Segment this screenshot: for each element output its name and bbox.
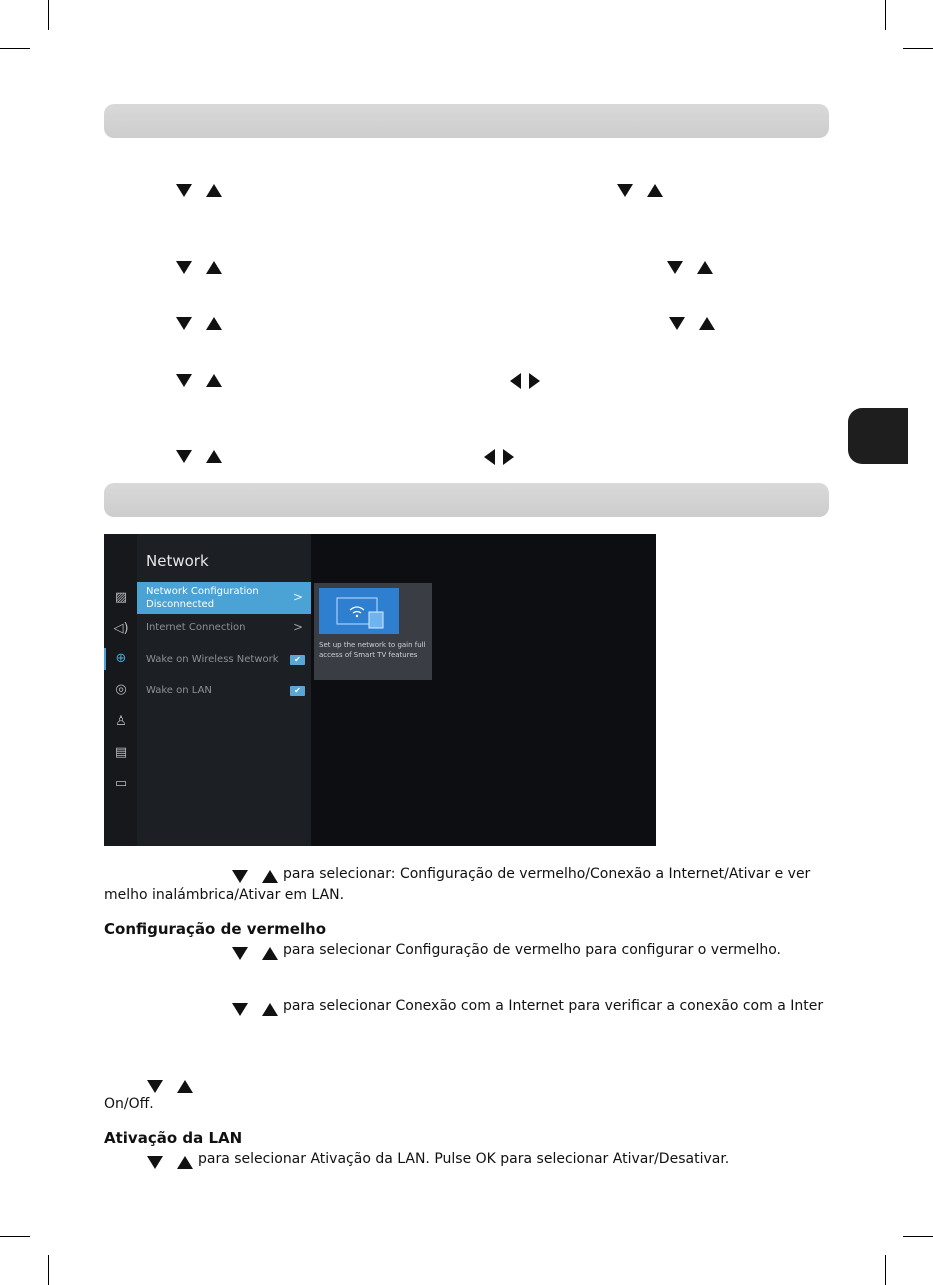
menu-item-label: Internet Connection <box>146 622 246 633</box>
card-description: Set up the network to gain full access of Smart TV features <box>319 641 426 659</box>
down-up-arrows <box>669 313 715 329</box>
up-arrow-icon <box>697 261 713 274</box>
menu-item-wake-on-lan[interactable] <box>137 685 311 701</box>
down-up-arrows <box>176 313 222 329</box>
up-arrow-icon <box>699 317 715 330</box>
menu-item-wake-on-wireless[interactable] <box>137 654 311 670</box>
paragraph-network-configuration: para selecionar Configuração de vermelho para configurar o vermelho. <box>283 942 781 958</box>
down-up-arrows <box>147 1152 193 1168</box>
heading-network-configuration: Configuração de vermelho <box>104 920 326 938</box>
tv-network-menu-screenshot <box>104 534 656 846</box>
menu-item-label: Wake on Wireless Network <box>146 654 279 665</box>
down-arrow-icon <box>176 184 192 197</box>
up-arrow-icon <box>206 317 222 330</box>
left-right-arrows <box>510 370 540 386</box>
tv-menu-title: Network <box>146 552 209 570</box>
down-arrow-icon <box>617 184 633 197</box>
down-up-arrows <box>232 999 278 1015</box>
down-up-arrows <box>176 370 222 386</box>
left-arrow-icon <box>510 373 521 389</box>
up-arrow-icon <box>262 947 278 960</box>
down-arrow-icon <box>147 1156 163 1169</box>
down-arrow-icon <box>232 870 248 883</box>
crop-mark <box>885 1255 886 1285</box>
sound-icon: ◁) <box>113 621 129 636</box>
down-arrow-icon <box>176 261 192 274</box>
menu-item-status: Disconnected <box>146 599 215 610</box>
down-arrow-icon <box>176 374 192 387</box>
heading-lan-activation: Ativação da LAN <box>104 1129 243 1147</box>
active-indicator <box>104 648 106 670</box>
crop-mark <box>903 1236 933 1237</box>
up-arrow-icon <box>177 1080 193 1093</box>
checkbox-checked-icon[interactable]: ✔ <box>290 686 305 696</box>
menu-item-internet-connection[interactable] <box>137 622 311 638</box>
down-up-arrows <box>667 257 713 273</box>
crop-mark <box>48 1255 49 1285</box>
channel-icon: ▭ <box>114 776 128 791</box>
up-arrow-icon <box>206 261 222 274</box>
up-arrow-icon <box>177 1156 193 1169</box>
up-arrow-icon <box>206 374 222 387</box>
chevron-right-icon: > <box>292 590 303 604</box>
tv-icon-sidebar <box>104 534 137 846</box>
paragraph-on-off: On/Off. <box>104 1096 154 1112</box>
right-arrow-icon <box>529 373 540 389</box>
up-arrow-icon <box>262 1003 278 1016</box>
section-header-bar <box>104 104 829 138</box>
paragraph-internet-connection: para selecionar Conexão com a Internet para verificar a conexão com a Inter <box>283 998 824 1014</box>
down-up-arrows <box>232 943 278 959</box>
general-icon: ◎ <box>115 682 127 697</box>
up-arrow-icon <box>647 184 663 197</box>
paragraph-lan-activation: para selecionar Ativação da LAN. Pulse OK para selecionar Ativar/Desativar. <box>198 1151 730 1167</box>
down-arrow-icon <box>176 450 192 463</box>
down-arrow-icon <box>232 947 248 960</box>
tv-preview-area <box>311 534 656 846</box>
crop-mark <box>903 48 933 49</box>
up-arrow-icon <box>206 184 222 197</box>
chapter-tab <box>848 408 908 464</box>
section-header-bar <box>104 483 829 517</box>
down-up-arrows <box>176 257 222 273</box>
network-setup-card <box>314 583 432 680</box>
wifi-tv-illustration <box>319 588 399 634</box>
right-arrow-icon <box>503 449 514 465</box>
crop-mark <box>0 1236 30 1237</box>
left-right-arrows <box>484 446 514 462</box>
menu-item-label: Wake on LAN <box>146 685 212 696</box>
checkbox-checked-icon[interactable]: ✔ <box>290 655 305 665</box>
down-arrow-icon <box>147 1080 163 1093</box>
left-arrow-icon <box>484 449 495 465</box>
up-arrow-icon <box>206 450 222 463</box>
accessibility-icon: ♙ <box>115 714 127 729</box>
down-up-arrows <box>176 180 222 196</box>
crop-mark <box>885 0 886 30</box>
down-up-arrows <box>147 1076 193 1092</box>
up-arrow-icon <box>262 870 278 883</box>
down-up-arrows <box>176 446 222 462</box>
crop-mark <box>0 48 30 49</box>
chevron-right-icon: > <box>292 620 303 634</box>
down-arrow-icon <box>669 317 685 330</box>
menu-item-network-configuration[interactable] <box>137 582 311 614</box>
wifi-icon <box>319 588 399 634</box>
down-up-arrows <box>617 180 663 196</box>
down-arrow-icon <box>667 261 683 274</box>
intro-text-line-1: para selecionar: Configuração de vermelho/Conexão a Internet/Ativar e ver <box>283 866 811 882</box>
system-icon: ▤ <box>114 745 128 760</box>
network-icon: ⊕ <box>115 651 127 666</box>
down-arrow-icon <box>232 1003 248 1016</box>
picture-icon: ▨ <box>114 590 128 605</box>
intro-text-line-2: melho inalámbrica/Ativar em LAN. <box>104 887 345 903</box>
down-arrow-icon <box>176 317 192 330</box>
crop-mark <box>48 0 49 30</box>
down-up-arrows <box>232 866 278 882</box>
menu-item-label: Network Configuration <box>146 586 259 597</box>
